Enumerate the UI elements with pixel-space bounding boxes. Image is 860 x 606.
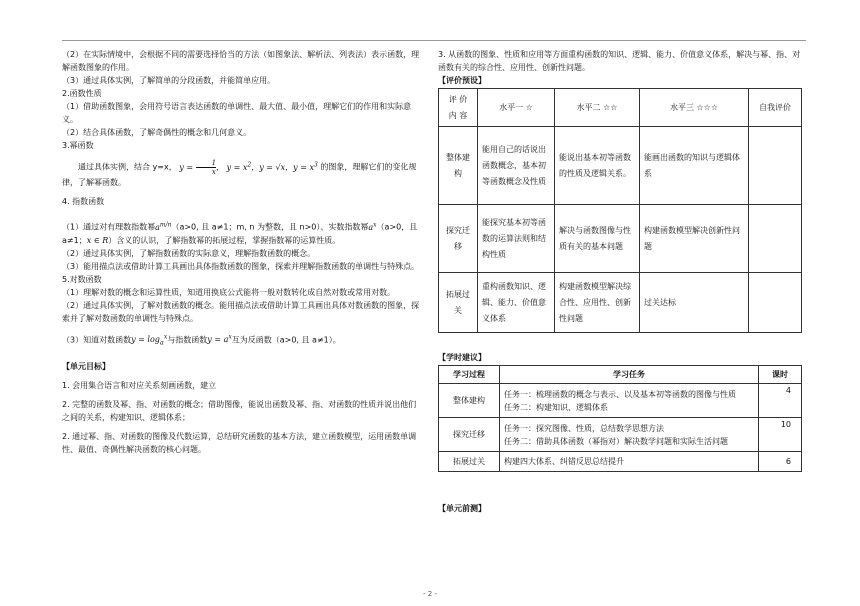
table-cell: 能用自己的话说出函数概念，基本初等函数概念及性质 <box>478 127 555 205</box>
hours-cell: 6 <box>759 452 802 472</box>
section-heading: 4. 指数函数 <box>62 197 105 207</box>
hours-heading: 【学时建议】 <box>438 353 486 362</box>
paragraph: 2. 完整的函数及幂、指、对函数的概念；借助图像，能说出函数及幂、指、对函数的性质并说出他们之间的关系，构建知识、逻辑体系； <box>62 400 417 423</box>
section-heading: 2.函数性质 <box>62 89 102 98</box>
task-cell: 任务一：梳理函数的概念与表示、以及基本初等函数的图像与性质 任务二：构建知识、逻辑体系 <box>500 384 759 418</box>
table-header-row <box>439 366 802 384</box>
table-header-row <box>439 89 802 127</box>
table-cell: 能说出基本初等函数的性质及逻辑关系。 <box>555 127 640 205</box>
paragraph: 1. 会用集合语言和对应关系刻画函数，建立 <box>62 381 217 391</box>
row-name: 拓展过关 <box>439 273 478 333</box>
paragraph: （3）通过具体实例，了解简单的分段函数，并能简单应用。 <box>62 76 276 85</box>
unit-goal-heading: 【单元目标】 <box>62 362 110 372</box>
section-heading: 5.对数函数 <box>62 274 102 284</box>
table-cell: 构建函数模型解决创新性问题 <box>640 205 749 273</box>
table-row <box>439 384 802 418</box>
header-cell: 课时 <box>759 366 802 384</box>
row-name: 整体建构 <box>439 127 478 205</box>
right-column <box>438 48 806 515</box>
table-row <box>439 418 802 452</box>
table-row <box>439 205 802 273</box>
formula: $a^x$ <box>368 221 377 232</box>
table-cell: 能探究基本初等函数的运算法则和结构性质 <box>478 205 555 273</box>
process-cell: 探究迁移 <box>439 418 500 452</box>
table-cell <box>749 127 802 205</box>
corner-cell: 评 价 内 容 <box>439 89 478 127</box>
pretest-heading: 【单元前测】 <box>438 504 486 513</box>
paragraph: （2）在实际情境中，会根据不同的需要选择恰当的方法（如图象法、解析法、列表法）表示函数，理解函数图象的作用。 <box>62 50 420 72</box>
table-row <box>439 452 802 472</box>
process-cell: 整体建构 <box>439 384 500 418</box>
exponent-paragraph: （1）通过对有理数指数幂$a^{m/n}(a>0$, 且 a≠1；m, n 为整数，且 n>0）、实数指数幂$a^x(a>0$，且 a≠1；x ∈ R）含义的认识，了解指数幂的拓展过程，掌握指数幂的运算性质。 <box>62 221 418 245</box>
paragraph: （3）能用描点法或借助计算工具画出具体指数函数的图象，探索并理解指数函数的单调性与特殊点。 <box>62 261 420 271</box>
evaluation-table <box>438 88 802 333</box>
task-cell: 构建四大体系、纠错反思总结提升 <box>500 452 759 472</box>
task-cell: 任务一：探究图像、性质，总结数学思想方法 任务二：借助具体函数（幂指对）解决数学问题和实际生活问题 <box>500 418 759 452</box>
table-cell <box>749 205 802 273</box>
table-row <box>439 127 802 205</box>
formula: $y = \log_a^x$ <box>131 333 168 348</box>
header-rule <box>62 40 806 41</box>
table-cell: 过关达标 <box>640 273 749 333</box>
table-row <box>439 273 802 333</box>
header-cell: 自我评价 <box>749 89 802 127</box>
hours-table <box>438 365 802 472</box>
table-cell: 能画出函数的知识与逻辑体系 <box>640 127 749 205</box>
paragraph: 2. 通过幂、指、对函数的图像及代数运算，总结研究函数的基本方法，建立函数模型，运用函数单调性、最值、奇偶性解决函数的核心问题。 <box>62 432 417 455</box>
row-name: 探究迁移 <box>439 205 478 273</box>
paragraph: （2）通过具体实例，了解对数函数的概念。能用描点法或借助计算工具画出具体对数函数的图象，探索并了解对数函数的单调性与特殊点。 <box>62 300 420 323</box>
table-cell <box>749 273 802 333</box>
page-number: - 2 - <box>423 590 437 598</box>
header-cell: 学习任务 <box>500 366 759 384</box>
header-cell: 学习过程 <box>439 366 500 384</box>
formula: $y = a^x$ <box>207 333 232 345</box>
formula: x ∈ R <box>86 235 109 245</box>
paragraph: （2）结合具体函数，了解奇偶性的概念和几何意义。 <box>62 128 252 137</box>
section-heading: 3.幂函数 <box>62 141 94 150</box>
table-cell: 解决与函数图像与性质有关的基本问题 <box>555 205 640 273</box>
paragraph: （1）借助函数图象，会用符号语言表达函数的单调性、最大值、最小值，理解它们的作用和实际意义。 <box>62 102 412 124</box>
power-function-paragraph: 通过具体实例，结合 y=x， y = $\frac{1}{x}$ ， $y = x^2$，y = √x，$y = x^3$ 的图象，理解它们的变化规律，了解幂函数。 <box>62 159 417 188</box>
hours-cell: 4 <box>759 384 802 418</box>
table-cell: 重构函数知识、逻辑、能力、价值意义体系 <box>478 273 555 333</box>
hours-cell: 10 <box>759 418 802 452</box>
formula: $a^{m/n}$ <box>155 221 172 232</box>
log-paragraph: （3）知道对数函数$y = \log_a^x$与指数函数$y = a^x$互为反函数（a>0, 且 a≠1）。 <box>62 333 341 348</box>
header-cell: 水平二 ☆☆ <box>555 89 640 127</box>
left-column <box>62 48 424 456</box>
formula: y = $\frac{1}{x}$ ， $y = x^2$，y = √x，$y = x^3$ <box>179 159 318 177</box>
evaluation-heading: 【评价预设】 <box>438 76 486 85</box>
header-cell: 水平一 ☆ <box>478 89 555 127</box>
process-cell: 拓展过关 <box>439 452 500 472</box>
header-cell: 水平三 ☆☆☆ <box>640 89 749 127</box>
paragraph: （2）通过具体实例，了解指数函数的实际意义，理解指数函数的概念。 <box>62 248 316 258</box>
paragraph: （1）理解对数的概念和运算性质，知道用换底公式能将一般对数转化成自然对数或常用对数。 <box>62 287 396 297</box>
table-cell: 构建函数模型解决综合性、应用性、创新性问题 <box>555 273 640 333</box>
paragraph: 3. 从函数的图象、性质和应用等方面重构函数的知识、逻辑、能力、价值意义体系，解决与幂、指、对函数有关的综合性、应用性、创新性问题。 <box>438 50 801 72</box>
